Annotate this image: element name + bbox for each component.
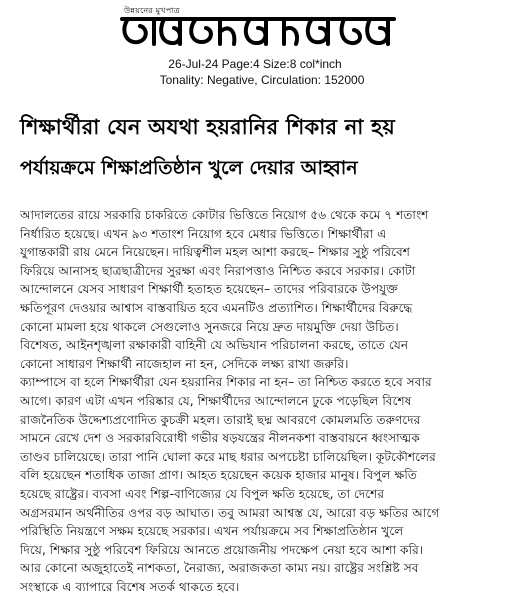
body-line: আগে। কারণ এটা এখন পরিষ্কার যে, শিক্ষার্থীদের আন্দোলনে ঢুকে পড়েছিল বিশেষ xyxy=(20,393,412,408)
body-line: বিশেষত, আইনশৃঙ্খলা রক্ষাকারী বাহিনী যে অভিযান পরিচালনা করছে, তাতে যেন xyxy=(20,338,409,353)
body-line: যুগান্তকারী রায় মেনে নিয়েছেন। দায়িত্বশীল মহল আশা করছে– শিক্ষার সুষ্ঠু পরিবেশ xyxy=(20,245,411,260)
body-line: হয়েছে রাষ্ট্রের। ব্যবসা এবং শিল্প-বাণিজ্যের যে বিপুল ক্ষতি হয়েছে, তা দেশের xyxy=(20,486,385,501)
body-line: অগ্রসরমান অর্থনীতির ওপর বড় আঘাত। তবু আমরা আশ্বস্ত যে, আরো বড় ক্ষতির আগে xyxy=(20,505,440,520)
body-line: সামনে রেখে দেশ ও সরকারবিরোধী গভীর ষড়যন্ত্রের নীলনকশা বাস্তবায়নে ধ্বংসাত্মক xyxy=(20,431,420,446)
article-headline: শিক্ষার্থীরা যেন অযথা হয়রানির শিকার না হয় xyxy=(20,115,395,139)
clipping-date-page-size: 26-Jul-24 Page:4 Size:8 col*inch xyxy=(168,57,342,71)
body-line: তাণ্ডব চালিয়েছে। তারা পানি ঘোলা করে মাছ ধরার অপচেষ্টা চালিয়েছিল। কূটকৌশলের xyxy=(20,449,436,464)
clipping-tonality-circulation: Tonality: Negative, Circulation: 152000 xyxy=(159,73,365,87)
clipping-metadata xyxy=(0,56,510,88)
body-line: রাজনৈতিক উদ্দেশ্যপ্রণোদিত কুচক্রী মহল। তারাই ছদ্ম আবরণে কোমলমতি তরুণদের xyxy=(20,412,421,427)
masthead xyxy=(0,0,510,60)
newspaper-logo xyxy=(118,10,398,52)
body-line: ক্যাম্পাসে বা হলে শিক্ষার্থীরা যেন হয়রানির শিকার না হন– তা নিশ্চিত করতে হবে সবার xyxy=(20,375,432,390)
body-line: পরিস্থিতি নিয়ন্ত্রণে সক্ষম হয়েছে সরকার। এখন পর্যায়ক্রমে সব শিক্ষাপ্রতিষ্ঠান খুলে xyxy=(20,524,404,539)
body-line: ফিরিয়ে আনাসহ ছাত্রছাত্রীদের সুরক্ষা এবং নিরাপত্তাও নিশ্চিত করবে সরকার। কোটা xyxy=(20,263,416,278)
body-line: আদালতের রায়ে সরকারি চাকরিতে কোটার ভিত্তিতে নিয়োগ ৫৬ থেকে কমে ৭ শতাংশ xyxy=(20,208,429,222)
body-line: আন্দোলনে যেসব সাধারণ শিক্ষার্থী হতাহত হয়েছেন– তাদের পরিবারকে উপযুক্ত xyxy=(20,282,398,297)
body-line: সংস্থাকে এ ব্যাপারে বিশেষ সতর্ক থাকতে হবে। xyxy=(20,579,240,594)
article-subheadline: পর্যায়ক্রমে শিক্ষাপ্রতিষ্ঠান খুলে দেয়ার আহ্বান xyxy=(20,157,358,179)
body-line: বলি হয়েছেন শতাধিক তাজা প্রাণ। আহত হয়েছেন কয়েক হাজার মানুষ। বিপুল ক্ষতি xyxy=(20,468,418,483)
body-line: দিয়ে, শিক্ষার সুষ্ঠু পরিবেশ ফিরিয়ে আনতে প্রয়োজনীয় পদক্ষেপ নেয়া হবে আশা করি। xyxy=(20,542,424,557)
body-line: কোনো সাধারণ শিক্ষার্থী নাজেহাল না হন, সেদিকে লক্ষ্য রাখা জরুরি। xyxy=(20,356,349,371)
masthead-tagline: উন্নয়নের মুখপাত্র xyxy=(124,6,180,15)
article-body xyxy=(20,206,498,596)
body-line: কোনো মামলা হয়ে থাকলে সেগুলোও সুনজরে নিয়ে দ্রুত দায়মুক্তি দেয়া উচিত। xyxy=(20,319,399,334)
body-line: আর কোনো অজুহাতেই নাশকতা, নৈরাজ্য, অরাজকতা কাম্য নয়। রাষ্ট্রের সংশ্লিষ্ট সব xyxy=(20,561,419,576)
body-line: নির্ধারিত হয়েছে। এখন ৯৩ শতাংশ নিয়োগ হবে মেধার ভিত্তিতে। শিক্ষার্থীরা এ xyxy=(20,226,387,241)
body-line: ক্ষতিপূরণ দেওয়ার আশ্বাস বাস্তবায়িত হবে এমনটিও প্রত্যাশিত। শিক্ষার্থীদের বিরুদ্ধে xyxy=(20,300,413,315)
